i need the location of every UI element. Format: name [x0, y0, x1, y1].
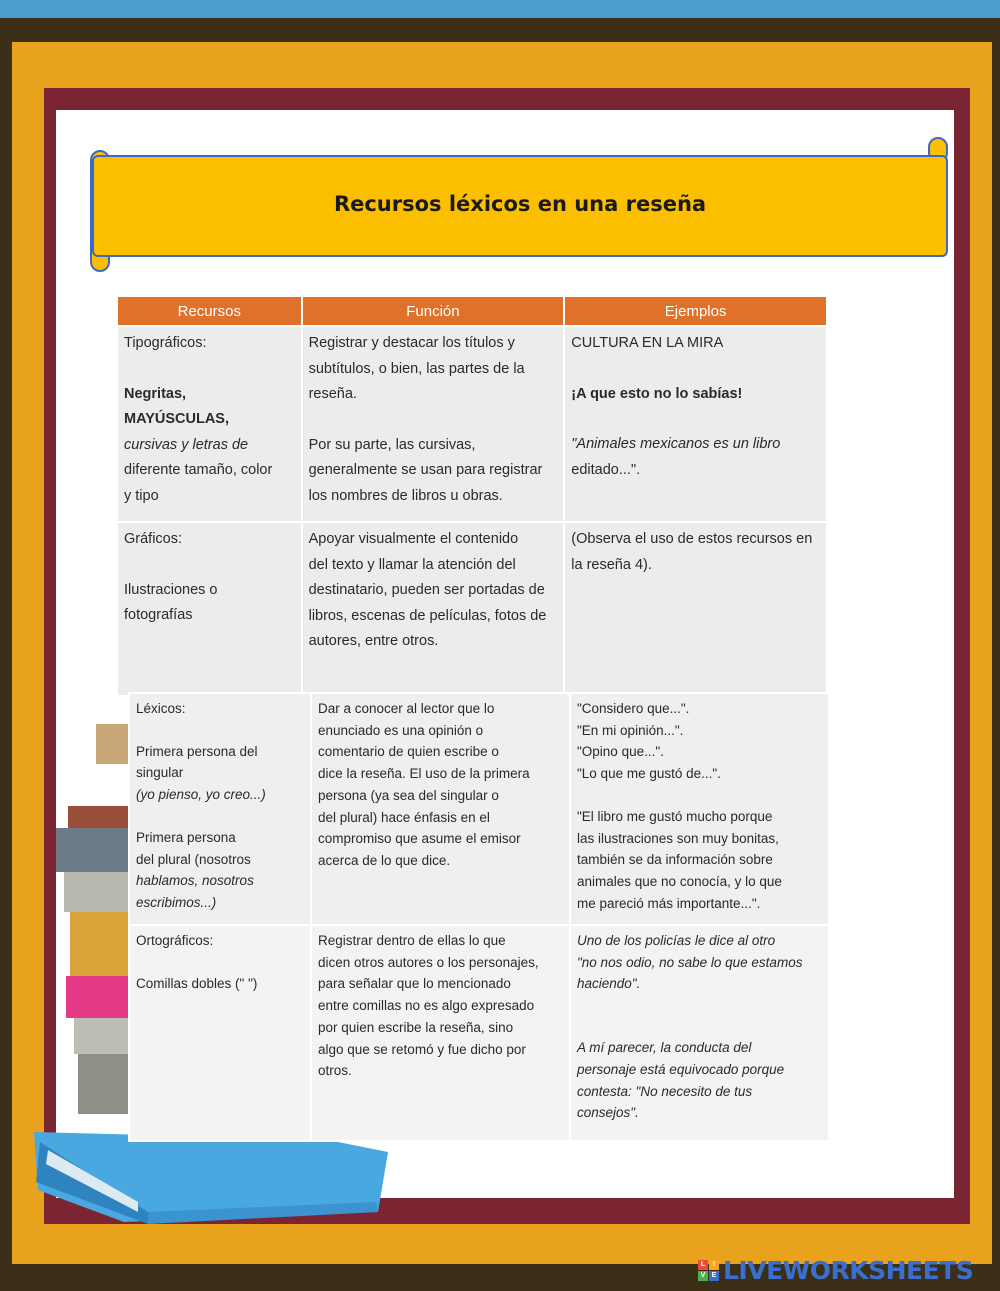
- page-title: Recursos léxicos en una reseña: [333, 192, 707, 216]
- cell-line: para señalar que lo mencionado: [318, 976, 511, 992]
- cell-line: Gráficos:: [124, 531, 183, 547]
- cell-line: fotografías: [124, 607, 193, 623]
- cell-line: la reseña 4).: [571, 556, 652, 573]
- cell-line: consejos".: [577, 1105, 639, 1121]
- cell-line: subtítulos, o bien, las partes de la: [308, 360, 525, 377]
- cell-line: entre comillas no es algo expresado: [318, 998, 535, 1014]
- cell-line: cursivas y letras de: [124, 436, 249, 453]
- cell-line: las ilustraciones son muy bonitas,: [577, 830, 779, 846]
- cell-line: los nombres de libros u obras.: [308, 487, 503, 504]
- cell-line: escribimos...): [136, 894, 217, 910]
- cell-line: Tipográficos:: [124, 335, 207, 351]
- cell-funcion: [302, 326, 565, 522]
- cell-line: reseña.: [308, 386, 357, 402]
- cell-line: Dar a conocer al lector que lo: [318, 701, 495, 716]
- cell-line: del texto y llamar la atención del: [308, 556, 516, 573]
- title-banner: [92, 155, 948, 257]
- cell-line: (yo pienso, yo creo...): [136, 787, 266, 803]
- cell-line: Primera persona del: [136, 743, 258, 759]
- cell-line: Por su parte, las cursivas,: [308, 436, 476, 453]
- cell-line: por quien escribe la reseña, sino: [318, 1019, 514, 1035]
- cell-line: Uno de los policías le dice al otro: [577, 933, 776, 948]
- cell-recursos: [129, 693, 311, 925]
- cell-line: y tipo: [124, 487, 159, 504]
- cell-line: dicen otros autores o los personajes,: [318, 954, 539, 970]
- cell-line: diferente tamaño, color: [124, 462, 273, 478]
- cell-ejemplos: [570, 693, 829, 925]
- cell-line: Apoyar visualmente el contenido: [308, 531, 519, 547]
- cell-line: hablamos, nosotros: [136, 873, 254, 889]
- cell-line: "En mi opinión...".: [577, 722, 684, 738]
- cell-line: personaje está equivocado porque: [577, 1061, 785, 1077]
- cell-line: Registrar dentro de ellas lo que: [318, 933, 506, 948]
- cell-line: (Observa el uso de estos recursos en: [571, 531, 813, 547]
- cell-line: CULTURA EN LA MIRA: [571, 335, 724, 351]
- resources-table-lower: [128, 692, 830, 1142]
- cell-line: haciendo".: [577, 976, 641, 992]
- header-funcion: Función: [302, 296, 565, 326]
- cell-line: dice la reseña. El uso de la primera: [318, 766, 530, 782]
- cell-line: "no nos odio, no sabe lo que estamos: [577, 954, 803, 970]
- table-row: [129, 925, 829, 1141]
- cell-line: destinatario, pueden ser portadas de: [308, 582, 545, 598]
- cell-line: comentario de quien escribe o: [318, 744, 499, 760]
- cell-line: "Considero que...".: [577, 701, 690, 716]
- cell-recursos: [117, 326, 302, 522]
- cell-line: del plural (nosotros: [136, 851, 251, 867]
- cell-ejemplos: [564, 326, 827, 522]
- cell-line: compromiso que asume el emisor: [318, 831, 521, 847]
- cell-line: Ilustraciones o: [124, 581, 218, 598]
- header-ejemplos: Ejemplos: [564, 296, 827, 326]
- table-row: [129, 693, 829, 925]
- cell-line: ¡A que esto no lo sabías!: [571, 385, 743, 402]
- cell-line: "Lo que me gustó de...".: [577, 766, 721, 782]
- cell-line: autores, entre otros.: [308, 633, 439, 649]
- cell-line: generalmente se usan para registrar: [308, 462, 543, 478]
- cell-line: "Opino que...".: [577, 744, 664, 760]
- cell-line: Léxicos:: [136, 701, 186, 716]
- cell-funcion: [311, 925, 570, 1141]
- cell-line: Registrar y destacar los títulos y: [308, 335, 515, 351]
- cell-line: "El libro me gustó mucho porque: [577, 808, 773, 824]
- cell-line: persona (ya sea del singular o: [318, 787, 499, 803]
- cell-line: contesta: "No necesito de tus: [577, 1083, 753, 1099]
- cell-line: me pareció más importante...".: [577, 895, 761, 911]
- table-row: [117, 326, 827, 522]
- liveworksheets-logo[interactable]: [698, 1255, 973, 1285]
- cell-line: del plural) hace énfasis en el: [318, 809, 490, 825]
- cell-line: libros, escenas de películas, fotos de: [308, 607, 547, 624]
- cell-line: también se da información sobre: [577, 852, 773, 868]
- cell-recursos: [129, 925, 311, 1141]
- cell-line: Primera persona: [136, 829, 236, 845]
- cell-line: algo que se retomó y fue dicho por: [318, 1041, 526, 1057]
- cell-line: animales que no conocía, y lo que: [577, 873, 782, 889]
- cell-ejemplos: [570, 925, 829, 1141]
- cell-funcion: [302, 522, 565, 696]
- cell-line: otros.: [318, 1063, 352, 1079]
- cell-line: enunciado es una opinión o: [318, 722, 484, 738]
- cell-line: Comillas dobles (" "): [136, 975, 258, 991]
- cell-line: editado...".: [571, 461, 641, 478]
- logo-text: LIVEWORKSHEETS: [723, 1255, 974, 1285]
- cell-line: "Animales mexicanos es un libro: [571, 436, 781, 452]
- cell-line: Negritas, MAYÚSCULAS,: [124, 385, 230, 427]
- cell-line: acerca de lo que dice.: [318, 852, 451, 868]
- cell-funcion: [311, 693, 570, 925]
- logo-cubes-icon: L I V E: [698, 1260, 719, 1281]
- cell-ejemplos: [564, 522, 827, 696]
- cell-line: Ortográficos:: [136, 933, 214, 948]
- header-recursos: Recursos: [117, 296, 302, 326]
- resources-table-upper: [116, 295, 828, 697]
- cell-recursos: [117, 522, 302, 696]
- table-row: [117, 522, 827, 696]
- table-header-row: [117, 296, 827, 326]
- cell-line: A mí parecer, la conducta del: [577, 1040, 752, 1056]
- cell-line: singular: [136, 765, 184, 781]
